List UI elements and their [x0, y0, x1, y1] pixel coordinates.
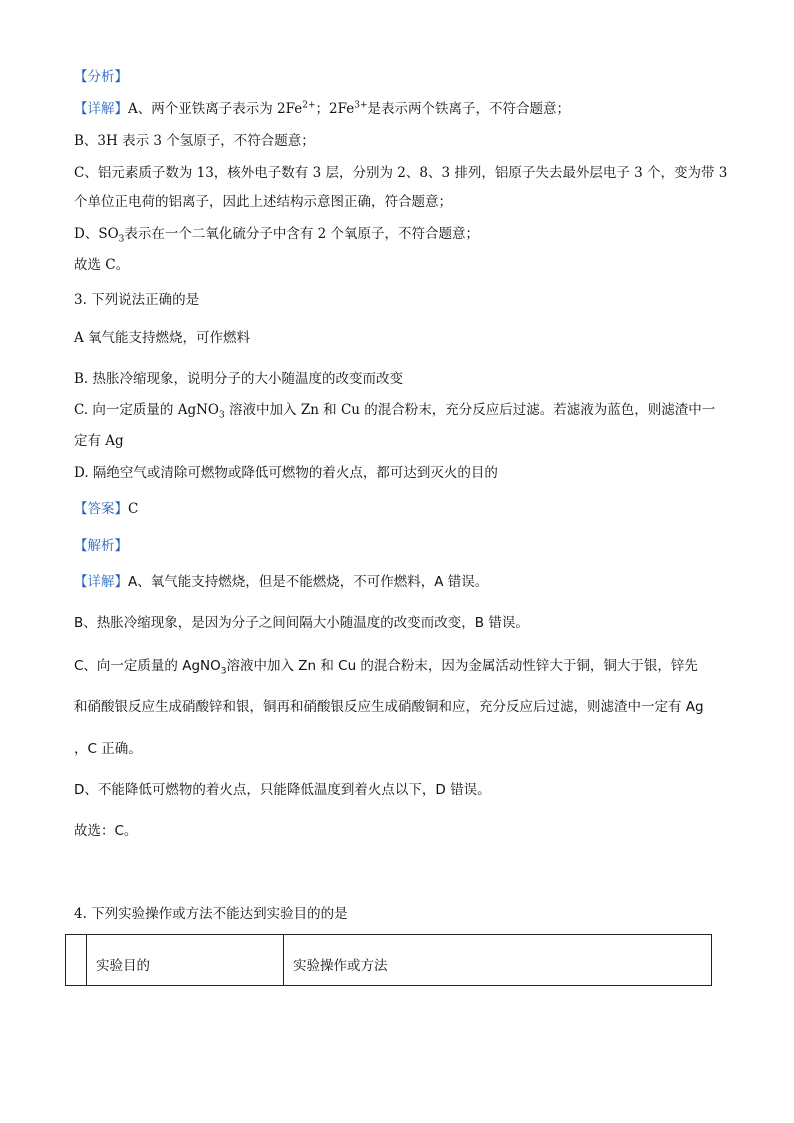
q3-exp-c-text-1: C、向一定质量的 AgNO: [74, 658, 221, 674]
table-header-goal: 实验目的: [96, 958, 150, 974]
q2-detail-d: [74, 225, 479, 243]
q3-exp-c-3: ，C 正确。: [74, 741, 142, 757]
q3-exp-a: [74, 573, 488, 591]
detail-tag: 【详解】: [74, 101, 128, 117]
q3-exp-b: B、热胀冷缩现象，是因为分子之间间隔大小随温度的改变而改变，B 错误。: [74, 615, 529, 631]
detail-tag-q3: 【详解】: [74, 574, 128, 590]
q2-a-text-2: ；2Fe: [315, 101, 355, 117]
q3-exp-c-2: 和硝酸银反应生成硝酸锌和银，铜再和硝酸银反应生成硝酸铜和应，充分反应后过滤，则滤渣中一定有 Ag: [74, 699, 704, 715]
q3-answer: [74, 500, 138, 518]
q3-option-d: D. 隔绝空气或清除可燃物或降低可燃物的着火点，都可达到灭火的目的: [74, 465, 498, 481]
q3-c-text-1: C. 向一定质量的 AgNO: [74, 402, 219, 418]
table-header-method: 实验操作或方法: [293, 958, 388, 974]
q2-a-text-3: 是表示两个铁离子，不符合题意；: [367, 101, 571, 117]
q2-detail-a: [74, 100, 570, 118]
q2-detail-c-2: 个单位正电荷的铝离子，因此上述结构示意图正确，符合题意；: [74, 194, 452, 210]
q3-exp-d: D、不能降低可燃物的着火点，只能降低温度到着火点以下，D 错误。: [74, 782, 491, 798]
q2-detail-b: B、3H 表示 3 个氢原子，不符合题意；: [74, 133, 315, 149]
table-header-cell-method: [283, 935, 711, 985]
q3-exp-c-1: [74, 657, 698, 675]
q2-a-sup-2: 3+: [354, 100, 368, 111]
q3-exp-a-text: A、氧气能支持燃烧，但是不能燃烧，不可作燃料，A 错误。: [128, 574, 489, 590]
q3-c-sub: 3: [219, 410, 225, 421]
q2-detail-c-1: C、铝元素质子数为 13，核外电子数有 3 层，分别为 2、8、3 排列，铝原子失去最外层电子 3 个，变为带 3: [74, 165, 728, 181]
q3-option-a: A 氧气能支持燃烧，可作燃料: [74, 330, 251, 346]
q3-c-text-2: 溶液中加入 Zn 和 Cu 的混合粉末，充分反应后过滤。若滤液为蓝色，则滤渣中一: [224, 402, 716, 418]
table-header-cell-index: [66, 935, 86, 985]
q2-conclusion: 故选 C。: [74, 257, 130, 273]
q4-stem: 4. 下列实验操作或方法不能达到实验目的的是: [74, 906, 348, 922]
q3-exp-c-text-2: 溶液中加入 Zn 和 Cu 的混合粉末，因为金属活动性锌大于铜，铜大于银，锌先: [226, 658, 698, 674]
q2-d-sub: 3: [118, 234, 125, 245]
q3-option-b: B. 热胀冷缩现象，说明分子的大小随温度的改变而改变: [74, 371, 404, 387]
q3-option-c-1: [74, 401, 715, 419]
analysis-tag: 【分析】: [74, 69, 128, 85]
table-header-cell-goal: [86, 935, 283, 985]
q3-option-c-2: 定有 Ag: [74, 433, 124, 449]
answer-tag: 【答案】: [74, 501, 128, 517]
q2-d-text-1: D、SO: [74, 226, 119, 242]
q3-conclusion: 故选：C。: [74, 823, 138, 839]
q2-d-text-2: 表示在一个二氧化硫分子中含有 2 个氧原子，不符合题意；: [124, 226, 480, 242]
q3-exp-c-sub: 3: [220, 666, 227, 677]
q3-stem: 3. 下列说法正确的是: [74, 292, 200, 308]
q4-table: [65, 934, 712, 986]
q2-a-text-1: A、两个亚铁离子表示为 2Fe: [128, 101, 303, 117]
answer-value: C: [128, 501, 139, 517]
q2-a-sup-1: 2+: [302, 100, 316, 111]
explanation-tag: 【解析】: [74, 538, 128, 554]
